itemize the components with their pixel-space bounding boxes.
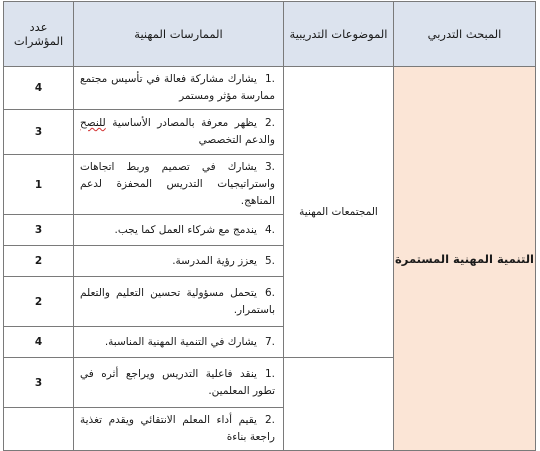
indicator-count: 3 xyxy=(4,358,74,408)
topic-cell-next xyxy=(284,358,394,451)
practice-number: 5. xyxy=(264,254,275,267)
practice-text: ينقد فاعلية التدريس ويراجع أثره في تطور المعلمين. xyxy=(80,367,275,397)
table-row xyxy=(4,67,536,110)
practice-number: 1. xyxy=(264,73,275,85)
practice-cell xyxy=(74,327,284,358)
header-row xyxy=(4,2,536,67)
practice-text: يشارك في التنمية المهنية المناسبة. xyxy=(104,335,257,348)
practice-text: يشارك في تصميم وربط اتجاهات واستراتيجيات التدريس المحفزة لدعم المناهج. xyxy=(80,161,275,207)
practice-cell xyxy=(74,277,284,327)
practice-number: 2. xyxy=(264,117,275,129)
practice-cell xyxy=(74,155,284,215)
practice-cell xyxy=(74,358,284,408)
header-count: عدد المؤشرات xyxy=(4,2,74,67)
practice-text-before: يظهر معرفة بالمصادر الأساسية xyxy=(105,117,257,129)
header-topics: الموضوعات التدريبية xyxy=(284,2,394,67)
practice-number: 7. xyxy=(264,335,275,348)
spellcheck-marked-word: للنصح xyxy=(80,117,106,129)
topic-cell: المجتمعات المهنية xyxy=(284,67,394,358)
indicator-count xyxy=(4,408,74,451)
header-axis: المبحث التدربي xyxy=(394,2,536,67)
practice-number: 2. xyxy=(264,414,275,426)
axis-cell: التنمية المهنية المستمرة xyxy=(394,67,536,451)
practice-text: يعزز رؤية المدرسة. xyxy=(172,254,257,267)
indicator-count: 3 xyxy=(4,215,74,246)
practice-cell xyxy=(74,110,284,155)
practice-text: يقيم أداء المعلم الانتقائي ويقدم تغذية راجعة بناءة xyxy=(80,414,275,443)
practice-number: 4. xyxy=(264,223,275,236)
indicator-count: 3 xyxy=(4,110,74,155)
practice-number: 6. xyxy=(264,286,275,299)
practice-text: يتحمل مسؤولية تحسين التعليم والتعلم باستمرار. xyxy=(80,286,275,316)
standards-table xyxy=(3,1,536,451)
practice-text-after: والدعم التخصصي xyxy=(198,134,275,146)
practice-cell xyxy=(74,408,284,451)
practice-text: يندمج مع شركاء العمل كما يجب. xyxy=(114,223,257,236)
header-practices: الممارسات المهنية xyxy=(74,2,284,67)
practice-cell xyxy=(74,215,284,246)
practice-text: يشارك مشاركة فعالة في تأسيس مجتمع ممارسة مؤثر ومستمر xyxy=(80,73,275,102)
practice-cell xyxy=(74,67,284,110)
indicator-count: 2 xyxy=(4,277,74,327)
indicator-count: 1 xyxy=(4,155,74,215)
indicator-count: 2 xyxy=(4,246,74,277)
indicator-count: 4 xyxy=(4,327,74,358)
practice-number: 3. xyxy=(264,161,275,173)
practice-number: 1. xyxy=(264,367,275,380)
indicator-count: 4 xyxy=(4,67,74,110)
practice-cell xyxy=(74,246,284,277)
